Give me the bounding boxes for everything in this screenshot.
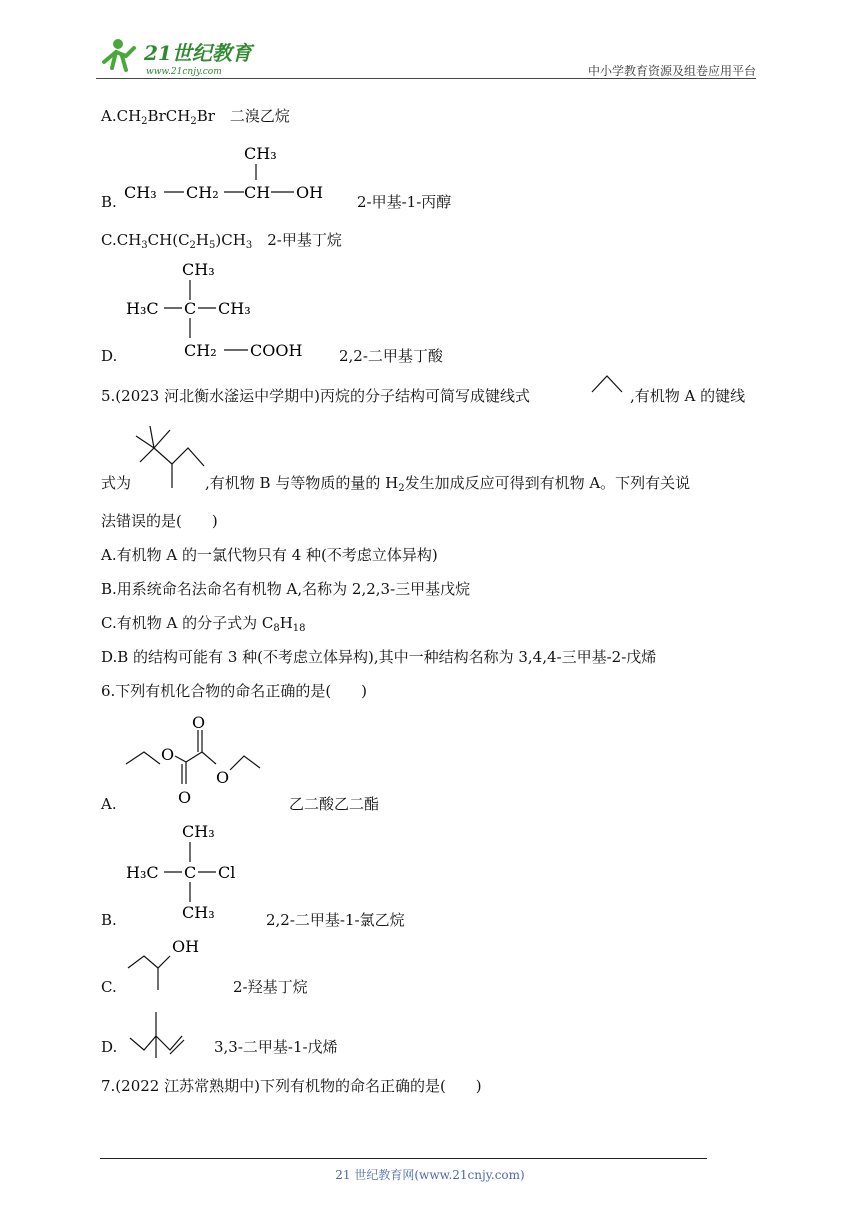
q5-option-b: B.用系统命名法命名有机物 A,名称为 2,2,3-三甲基戊烷 bbox=[101, 580, 471, 598]
q6-option-a-name: 乙二酸乙二酯 bbox=[289, 795, 380, 813]
q6-option-b-structure bbox=[124, 818, 254, 928]
footer-text[interactable]: 21 世纪教育网(www.21cnjy.com) bbox=[335, 1168, 525, 1182]
svg-text:CH₃: CH₃ bbox=[244, 144, 277, 163]
svg-text:O: O bbox=[192, 713, 206, 732]
q6-option-d-label: D. bbox=[101, 1038, 118, 1056]
svg-text:CH₃: CH₃ bbox=[124, 183, 157, 202]
q5-stem-line3: 法错误的是( ) bbox=[101, 512, 218, 530]
q4-option-d-label: D. bbox=[101, 347, 118, 365]
q5-stem-line1: 5.(2023 河北衡水滏运中学期中)丙烷的分子结构可简写成键线式 bbox=[101, 387, 530, 405]
svg-text:O: O bbox=[178, 788, 192, 807]
q5-stem-line2b: ,有机物 B 与等物质的量的 $H_2$发生加成反应可得到有机物 A。下列有关说 bbox=[205, 474, 691, 494]
svg-text:H₃C: H₃C bbox=[126, 863, 159, 882]
q5-option-c: C.有机物 A 的分子式为 $C_8H_{18}$ bbox=[101, 614, 306, 634]
q6-option-c-name: 2-羟基丁烷 bbox=[233, 978, 308, 996]
q5-option-a: A.有机物 A 的一氯代物只有 4 种(不考虑立体异构) bbox=[101, 546, 438, 564]
compound-a-skeletal-structure bbox=[130, 422, 210, 492]
svg-text:OH: OH bbox=[296, 183, 324, 202]
svg-text:O: O bbox=[216, 768, 230, 787]
svg-text:Cl: Cl bbox=[218, 863, 236, 882]
q5-stem-line2a: 式为 bbox=[101, 474, 132, 492]
header-rule bbox=[96, 78, 756, 79]
site-logo bbox=[96, 34, 266, 78]
q6-option-d-name: 3,3-二甲基-1-戊烯 bbox=[214, 1038, 338, 1056]
svg-text:COOH: COOH bbox=[250, 341, 303, 360]
svg-text:O: O bbox=[161, 745, 175, 764]
svg-text:OH: OH bbox=[172, 937, 200, 956]
q6-option-c-structure bbox=[124, 934, 214, 994]
q4-option-c: $C.CH_3CH(C_2H_5)CH_3$ 2-甲基丁烷 bbox=[101, 231, 342, 251]
svg-text:CH₃: CH₃ bbox=[218, 299, 251, 318]
svg-text:C: C bbox=[184, 863, 197, 882]
logo-url: www.21cnjy.com bbox=[146, 67, 222, 77]
svg-text:C: C bbox=[184, 299, 197, 318]
q6-stem: 6.下列有机化合物的命名正确的是( ) bbox=[101, 682, 368, 700]
svg-text:CH: CH bbox=[244, 183, 271, 202]
q5-stem-line1b: ,有机物 A 的键线 bbox=[630, 387, 746, 405]
svg-text:H₃C: H₃C bbox=[126, 299, 159, 318]
q4-option-d-structure bbox=[124, 256, 324, 366]
running-figure-icon bbox=[96, 34, 266, 78]
svg-text:CH₃: CH₃ bbox=[182, 903, 215, 922]
q6-option-b-label: B. bbox=[101, 911, 117, 929]
q4-option-b-label: B. bbox=[101, 193, 117, 211]
header-platform-text: 中小学教育资源及组卷应用平台 bbox=[587, 64, 756, 78]
svg-text:CH₃: CH₃ bbox=[182, 822, 215, 841]
q6-option-c-label: C. bbox=[101, 978, 117, 996]
q7-stem: 7.(2022 江苏常熟期中)下列有机物的命名正确的是( ) bbox=[101, 1077, 482, 1095]
footer-rule bbox=[100, 1158, 707, 1159]
q6-option-a-label: A. bbox=[101, 795, 117, 813]
svg-text:CH₂: CH₂ bbox=[186, 183, 219, 202]
q4-option-d-name: 2,2-二甲基丁酸 bbox=[339, 347, 443, 365]
propane-skeletal-structure bbox=[590, 372, 624, 394]
svg-text:CH₃: CH₃ bbox=[182, 260, 215, 279]
logo-text: 21世纪教育 bbox=[144, 41, 252, 65]
svg-text:CH₂: CH₂ bbox=[184, 341, 217, 360]
q5-option-d: D.B 的结构可能有 3 种(不考虑立体异构),其中一种结构名称为 3,4,4-三甲基-2-戊烯 bbox=[101, 648, 657, 666]
q4-option-b-name: 2-甲基-1-丙醇 bbox=[357, 193, 452, 211]
q4-option-a: $A.CH_2BrCH_2Br$ 二溴乙烷 bbox=[101, 107, 290, 127]
q6-option-b-name: 2,2-二甲基-1-氯乙烷 bbox=[266, 911, 405, 929]
q6-option-d-structure bbox=[124, 1008, 194, 1060]
q4-option-b-structure bbox=[124, 140, 344, 210]
q6-option-a-structure bbox=[120, 712, 270, 808]
